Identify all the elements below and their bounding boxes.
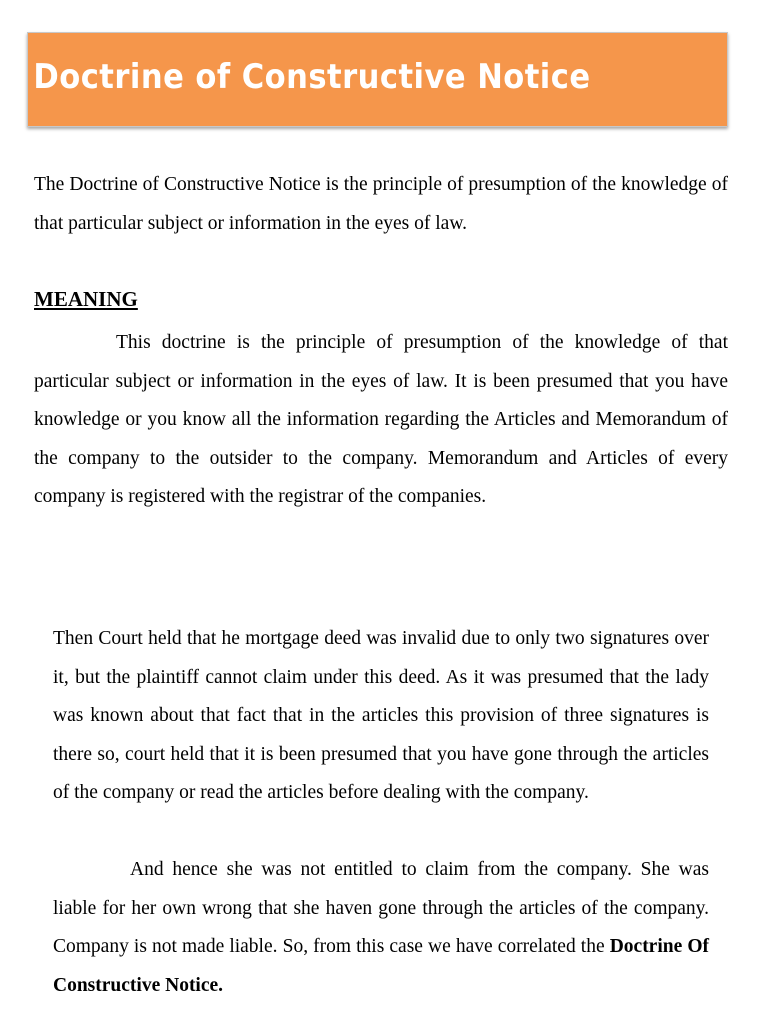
intro-paragraph: The Doctrine of Constructive Notice is the principle of presumption of the knowledge of that particular subject or information in the eyes of law. (34, 174, 728, 234)
conclusion-emphasis: Doctrine Of Constructive Notice. (53, 936, 710, 996)
conclusion-paragraph (53, 851, 709, 1005)
case-paragraph: Then Court held that he mortgage deed was invalid due to only two signatures over it, but the plaintiff cannot claim under this deed. As it was presumed that the lady was known about that fact that in the articles this provision of three signatures is there so, court held that it is been presumed that you have gone through the articles of the company or read the articles before dealing with the company. (53, 628, 709, 803)
page-title: Doctrine of Constructive Notice (33, 56, 591, 97)
meaning-paragraph: This doctrine is the principle of presumption of the knowledge of that particular subject or information in the eyes of law. It is been presumed that you have knowledge or you know all the information regarding the Articles and Memorandum of the company to the outsider to the company. Memorandum and Articles of every company is registered with the registrar of the companies. (34, 332, 728, 507)
title-banner (27, 32, 728, 127)
conclusion-text: And hence she was not entitled to claim from the company. She was liable for her own wrong that she haven gone through the articles of the company. Company is not made liable. So, from this case we have correlated the (53, 859, 709, 957)
meaning-heading: MEANING (34, 287, 138, 311)
